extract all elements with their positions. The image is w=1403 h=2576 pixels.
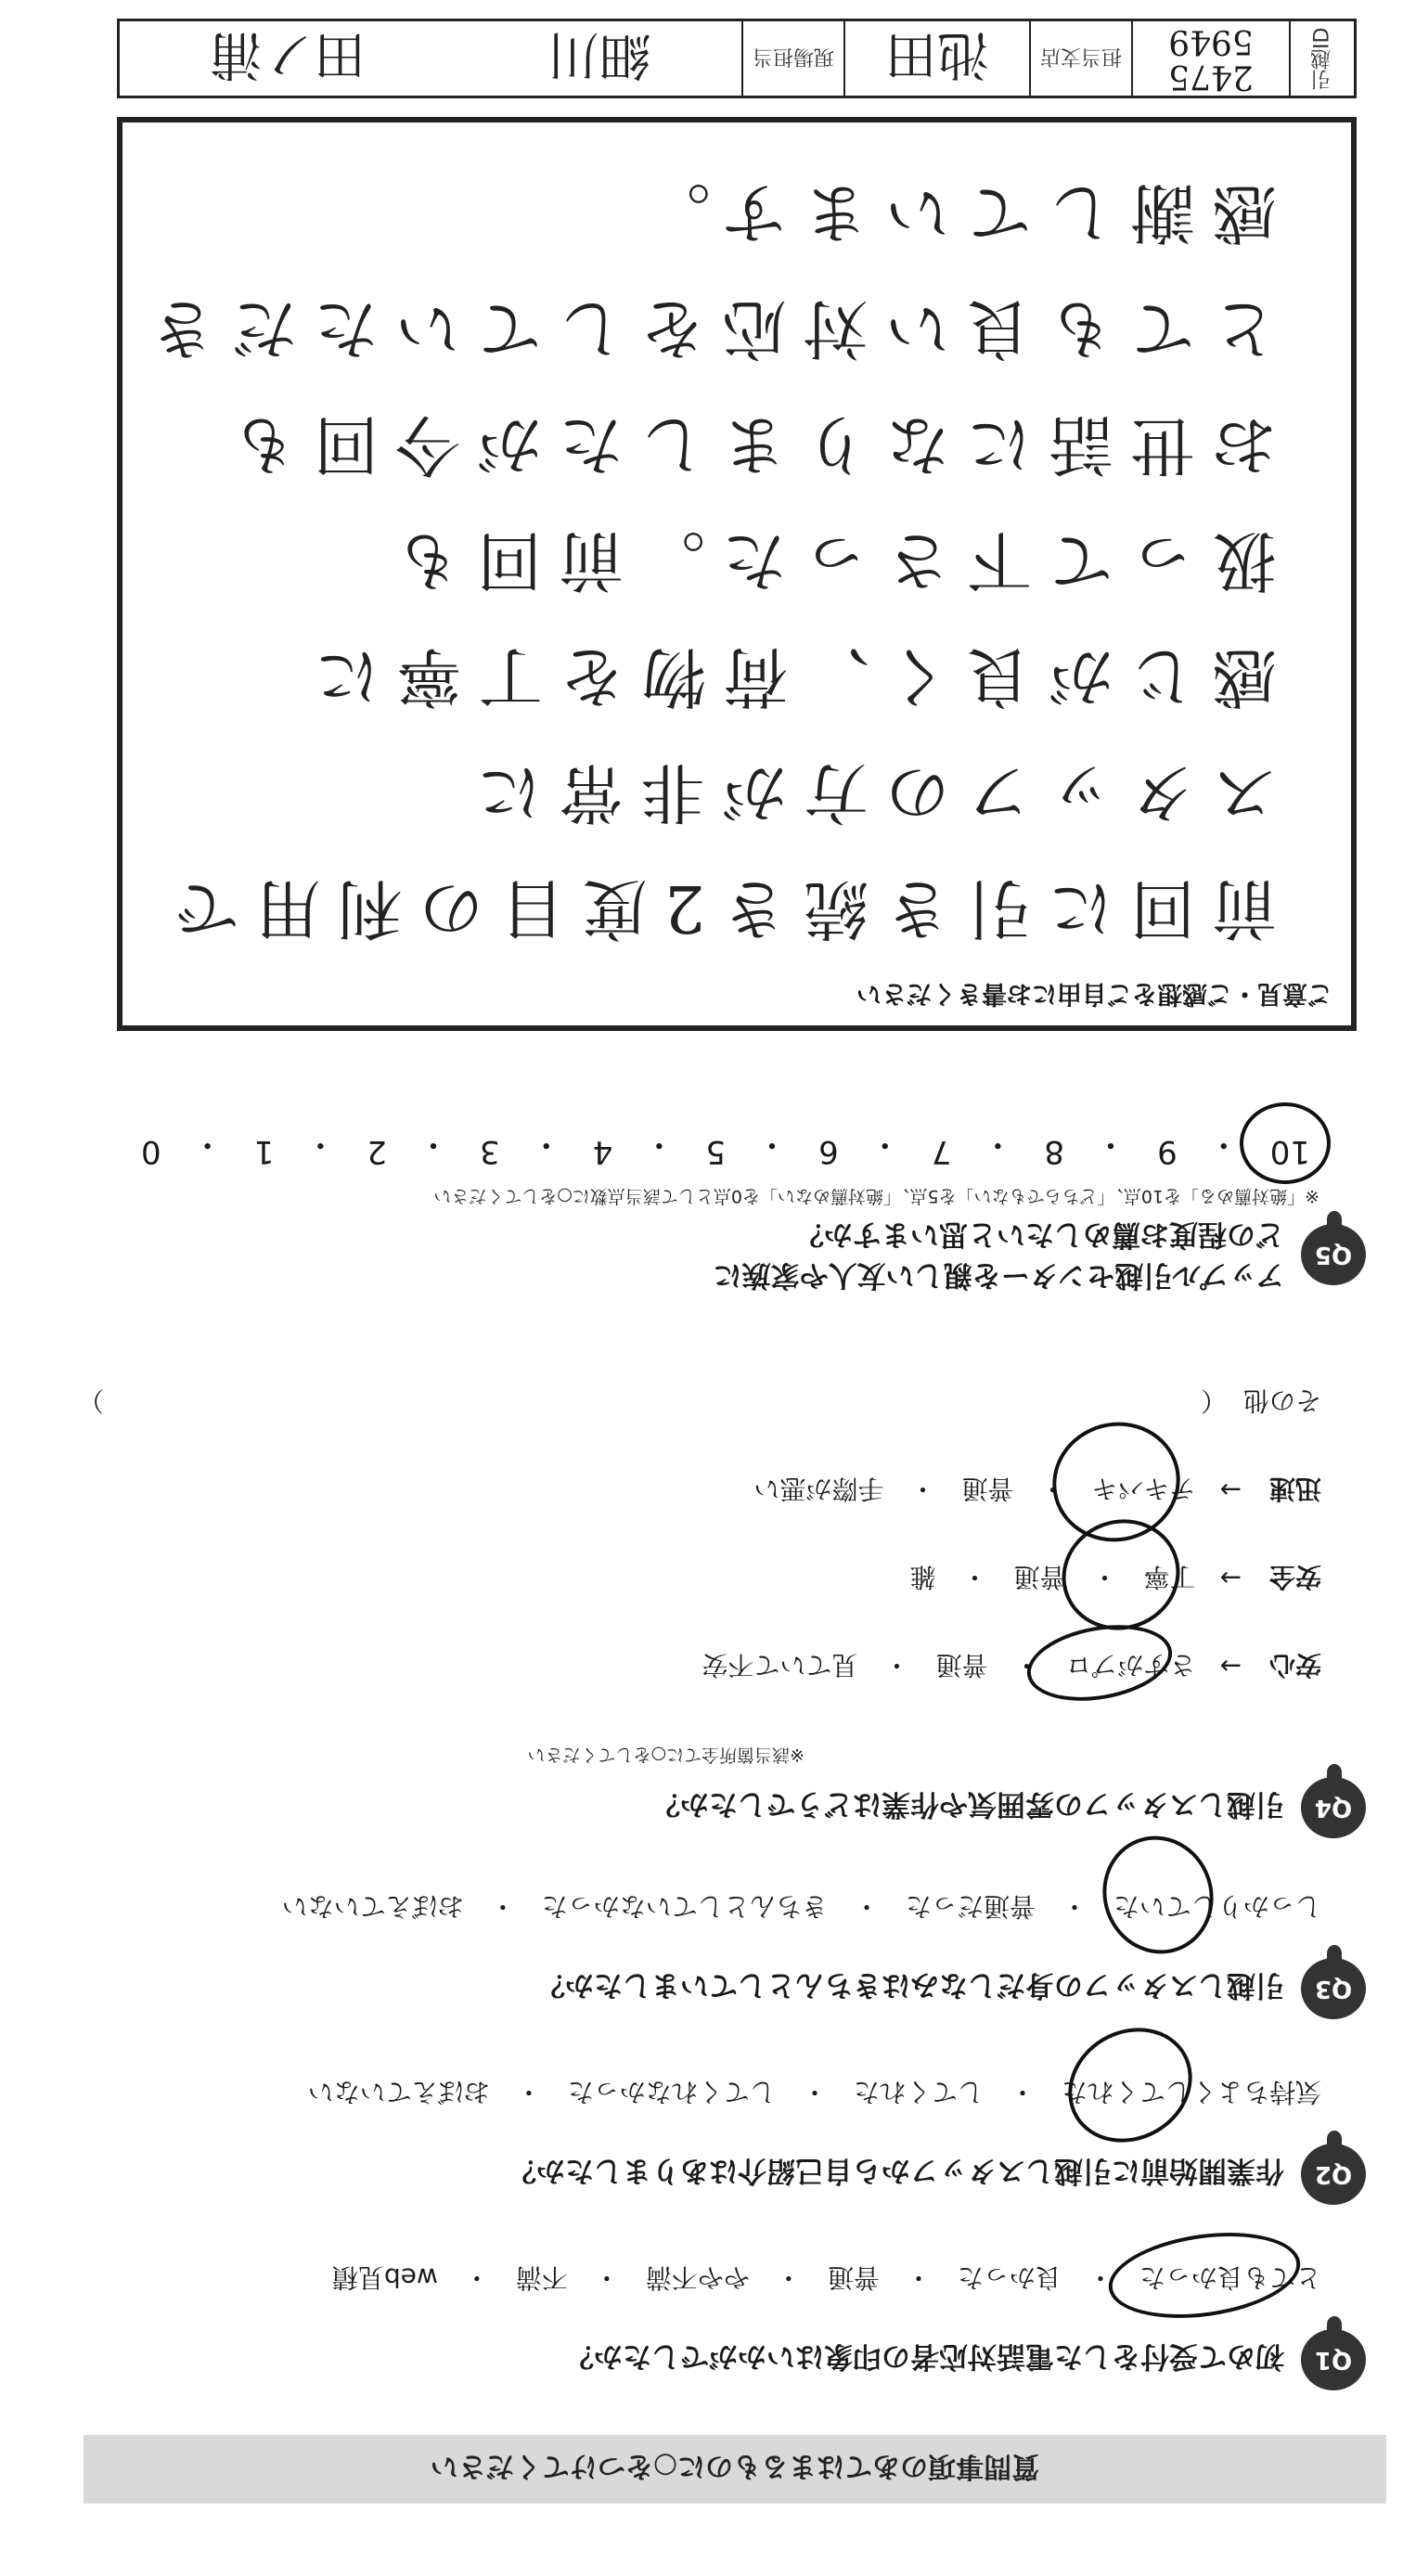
q1-option-3[interactable]: 普通 [827, 2262, 880, 2293]
q4-anzen-option-1[interactable]: 丁寧 [1143, 1562, 1196, 1592]
q5-row [714, 1214, 1366, 1295]
q2-text: 作業開始前に引越しスタッフから自己紹介はありましたか？ [508, 2154, 1284, 2188]
q1-answer-circle [1103, 2222, 1306, 2329]
q4-anshin-row: 安心 → さすがプロ ・ 普通 ・ 見ていて不安 [702, 1648, 1321, 1685]
staff-value: 細川 [547, 24, 651, 84]
comment-line-1: 前回に引き続き2度目の利用で [157, 870, 1277, 947]
scale-5[interactable]: 5 [705, 1133, 727, 1170]
scale-8[interactable]: 8 [1044, 1133, 1065, 1170]
q3-option-3[interactable]: きちんとしていなかった [541, 1891, 828, 1922]
q4-other-open: （ [1201, 1385, 1228, 1416]
q4-anshin-option-1[interactable]: さすがプロ [1065, 1650, 1196, 1681]
q1-options: とても良かった ・ 良かった ・ 普通 ・ やや不満 ・ 不満 ・ web見積 [332, 2260, 1321, 2298]
scale-0[interactable]: 0 [141, 1133, 161, 1170]
q2-option-3[interactable]: してくれなかった [567, 2077, 776, 2107]
q1-option-6[interactable]: web見積 [331, 2262, 438, 2293]
scale-9[interactable]: 9 [1157, 1133, 1178, 1170]
q2-answer-circle [1048, 2005, 1214, 2164]
q4-anshin-option-3[interactable]: 見ていて不安 [702, 1650, 858, 1681]
q1-option-2[interactable]: 良かった [957, 2262, 1062, 2293]
q4-anshin-label: 安心 [1268, 1650, 1321, 1681]
branch-value-cell [843, 21, 1029, 96]
scale-sep: ・ [191, 1126, 224, 1163]
q5-note: ※「絶対薦める」を10点、「どちらでもない」を5点、「絶対薦めない」を0点として該当点数に○をしてください [433, 1186, 1319, 1206]
q4-badge: Q4 [1301, 1777, 1366, 1838]
staff-value-2: 田ノ浦 [210, 24, 367, 84]
q5-text-line-2: どの程度お薦めしたいと思いますか？ [795, 1217, 1284, 1251]
branch-value: 池田 [885, 24, 989, 84]
arrow-right-icon: → [1219, 1563, 1242, 1594]
q4-other-row [78, 1384, 1321, 1421]
q3-answer-circle [1087, 1821, 1230, 1970]
arrow-right-icon: → [1219, 1651, 1242, 1682]
q2-option-4[interactable]: おぼえていない [307, 2077, 490, 2107]
q4-anshin-circle [1021, 1615, 1178, 1711]
arrow-right-icon: → [1219, 1475, 1242, 1506]
scale-1[interactable]: 1 [253, 1133, 275, 1170]
scale-sep: ・ [530, 1126, 562, 1163]
id-label: 引越ID [1310, 27, 1334, 90]
comment-line-3: 感じが良く、荷物を丁寧に [298, 638, 1277, 715]
id-label-cell [1289, 21, 1354, 96]
scale-sep: ・ [418, 1126, 450, 1163]
q4-anzen-option-2[interactable]: 普通 [1013, 1562, 1066, 1592]
q2-badge: Q2 [1301, 2144, 1366, 2205]
q1-option-4[interactable]: やや不満 [645, 2262, 750, 2293]
scale-sep: ・ [1095, 1126, 1127, 1163]
q4-note: ※該当箇所全てに○をしてください [527, 1745, 804, 1765]
q5-text-line-1: アップル引越センターを親しい友人や家族に [713, 1258, 1284, 1292]
q4-jinsoku-row: 迅速 → テキパキ ・ 普通 ・ 手際が悪い [753, 1472, 1321, 1509]
scale-6[interactable]: 6 [818, 1133, 839, 1170]
q3-option-4[interactable]: おぼえていない [281, 1891, 464, 1922]
header-table [117, 19, 1357, 98]
comment-line-6: とても良い対応をしていただき [134, 290, 1277, 367]
q4-other-label: その他 [1242, 1385, 1321, 1416]
q1-row [565, 2329, 1366, 2390]
scale-sep: ・ [869, 1126, 901, 1163]
q4-anzen-label: 安全 [1268, 1562, 1321, 1592]
scale-3[interactable]: 3 [480, 1133, 500, 1170]
q3-option-1[interactable]: しっかりしていた [1113, 1891, 1321, 1922]
scale-7[interactable]: 7 [931, 1133, 952, 1170]
staff-value-cell [120, 21, 741, 96]
q3-option-2[interactable]: 普通だった [905, 1891, 1036, 1922]
id-value: 2475 5949 [1168, 22, 1254, 96]
q3-row [536, 1958, 1366, 2019]
comment-title: ご意見・ご感想をご自由にお書きください [856, 979, 1332, 1008]
q4-text: 引越しスタッフの雰囲気や作業はどうでしたか？ [651, 1787, 1284, 1822]
q5-answer-circle [1240, 1102, 1331, 1184]
instruction-banner: 質問事項のあてはまるものに○をつけてください [84, 2435, 1386, 2504]
q2-option-2[interactable]: してくれた [853, 2077, 984, 2107]
q2-options: 気持ちよくしてくれた ・ してくれた ・ してくれなかった ・ おぼえていない [308, 2075, 1321, 2112]
comment-line-7: 感謝しています。 [628, 174, 1277, 251]
branch-label: 担当支店 [1040, 45, 1123, 69]
scale-2[interactable]: 2 [367, 1133, 387, 1170]
q4-anzen-option-3[interactable]: 雑 [909, 1562, 936, 1592]
q5-scale [141, 1125, 1310, 1170]
branch-label-cell [1029, 21, 1131, 96]
q4-row [651, 1777, 1366, 1838]
q3-options: しっかりしていた ・ 普通だった ・ きちんとしていなかった ・ おぼえていない [282, 1889, 1321, 1926]
q1-option-1[interactable]: とても良かった [1139, 2262, 1321, 2293]
q4-anzen-row: 安全 → 丁寧 ・ 普通 ・ 雑 [909, 1560, 1321, 1597]
q4-jinsoku-circle [1039, 1408, 1193, 1555]
q5-text [714, 1214, 1284, 1295]
q5-badge: Q5 [1301, 1224, 1366, 1285]
scale-10[interactable]: 10 [1269, 1133, 1310, 1170]
q2-option-1[interactable]: 気持ちよくしてくれた [1061, 2077, 1321, 2107]
scale-sep: ・ [1207, 1126, 1240, 1163]
q3-badge: Q3 [1301, 1958, 1366, 2019]
scale-sep: ・ [756, 1126, 789, 1163]
comment-line-4: 扱って下さった。前回も [379, 522, 1277, 599]
q4-other-close: ） [78, 1385, 105, 1416]
q2-row [508, 2144, 1366, 2205]
q4-jinsoku-option-2[interactable]: 普通 [961, 1474, 1014, 1504]
q1-text: 初めて受付をした電話対応者の印象はいかがでしたか？ [565, 2339, 1284, 2374]
staff-label-cell [741, 21, 843, 96]
scale-sep: ・ [643, 1126, 676, 1163]
scale-4[interactable]: 4 [592, 1133, 613, 1170]
scale-sep: ・ [982, 1126, 1014, 1163]
staff-label: 現場担当 [753, 45, 835, 69]
q4-jinsoku-label: 迅速 [1268, 1474, 1321, 1504]
q4-anshin-option-2[interactable]: 普通 [935, 1650, 988, 1681]
comment-box[interactable] [117, 117, 1357, 1031]
scale-sep: ・ [304, 1126, 337, 1163]
comment-line-5: お世話になりましたが今回も [215, 406, 1277, 483]
comment-line-2: スタッフの方が非常に [460, 754, 1277, 831]
id-value-cell [1131, 21, 1289, 96]
q4-jinsoku-option-1[interactable]: テキパキ [1091, 1474, 1196, 1504]
q1-option-5[interactable]: 不満 [515, 2262, 568, 2293]
q3-text: 引越しスタッフの身だしなみはきちんとしていましたか？ [536, 1968, 1284, 2003]
q1-badge: Q1 [1301, 2329, 1366, 2390]
q4-jinsoku-option-3[interactable]: 手際が悪い [753, 1474, 884, 1504]
